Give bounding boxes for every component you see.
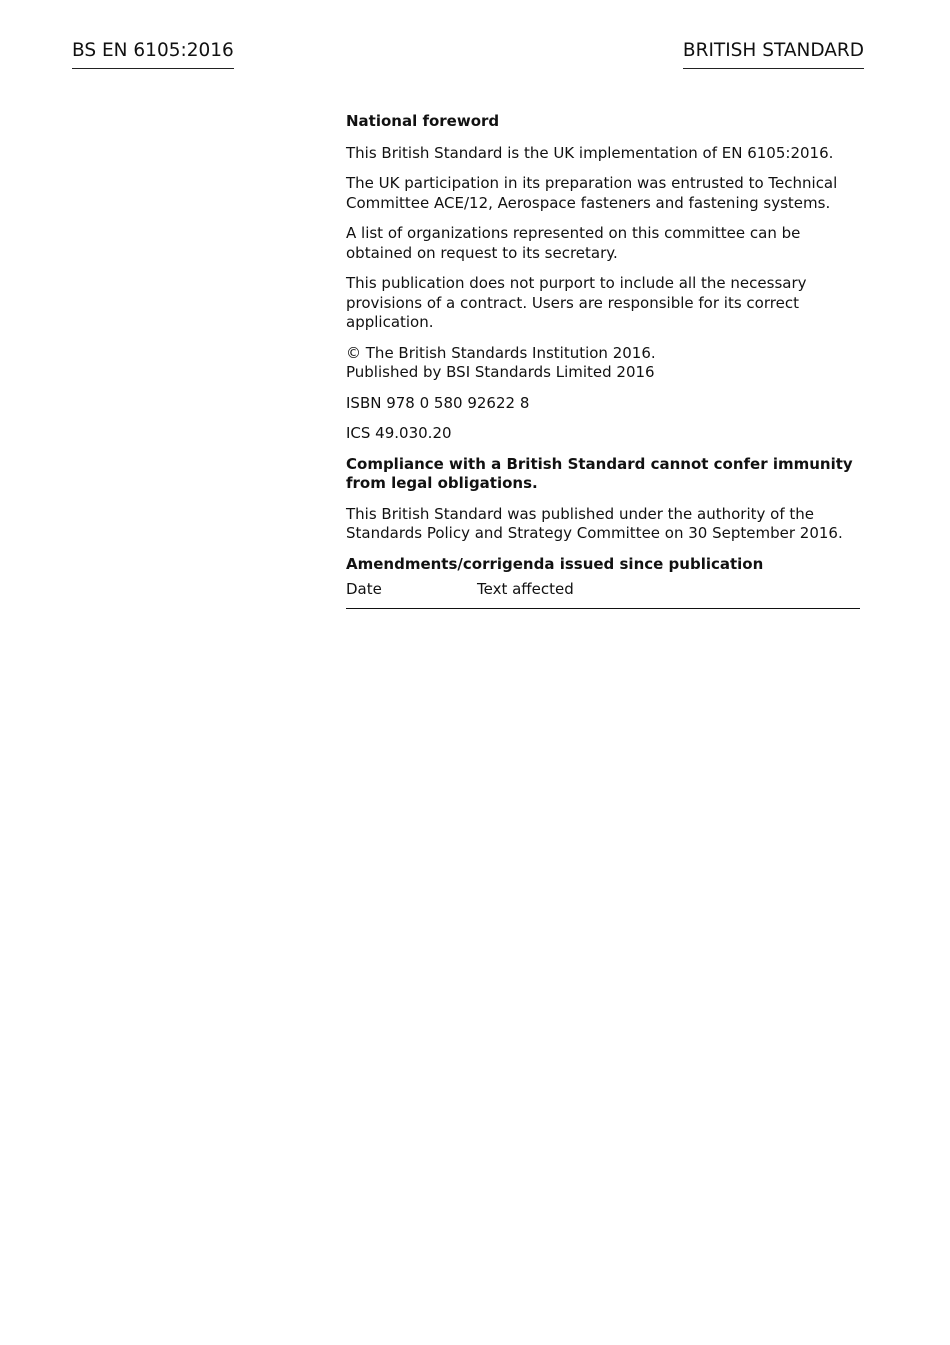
- amendments-title: Amendments/corrigenda issued since publication: [346, 554, 764, 573]
- implementation-paragraph: This British Standard is the UK implementation of EN 6105:2016.: [346, 143, 834, 162]
- foreword-title: National foreword: [346, 112, 500, 130]
- copyright-block: [346, 344, 860, 383]
- copyright-line: © The British Standards Institution 2016.: [346, 343, 656, 362]
- authority-paragraph: This British Standard was published under the authority of the Standards Policy and Strategy Committee on 30 September 2016.: [346, 504, 843, 542]
- document-number: BS EN 6105:2016: [72, 39, 234, 69]
- contract-provisions-paragraph: This publication does not purport to include all the necessary provisions of a contract. Users are responsible for its correct application.: [346, 274, 807, 331]
- standard-label: BRITISH STANDARD: [683, 39, 864, 69]
- participation-paragraph: The UK participation in its preparation was entrusted to Technical Committee ACE/12, Aerospace fasteners and fastening systems.: [346, 174, 838, 212]
- ics: ICS 49.030.20: [346, 424, 452, 442]
- amendments-date-header: Date: [346, 580, 382, 598]
- isbn: ISBN 978 0 580 92622 8: [346, 393, 530, 412]
- committee-list-paragraph: A list of organizations represented on this committee can be obtained on request to its secretary.: [346, 224, 801, 262]
- publisher-line: Published by BSI Standards Limited 2016: [346, 363, 655, 381]
- national-foreword: [346, 112, 860, 609]
- amendments-table: [346, 580, 860, 609]
- amendments-text-header: Text affected: [477, 580, 574, 598]
- compliance-statement: Compliance with a British Standard cannot confer immunity from legal obligations.: [346, 454, 853, 492]
